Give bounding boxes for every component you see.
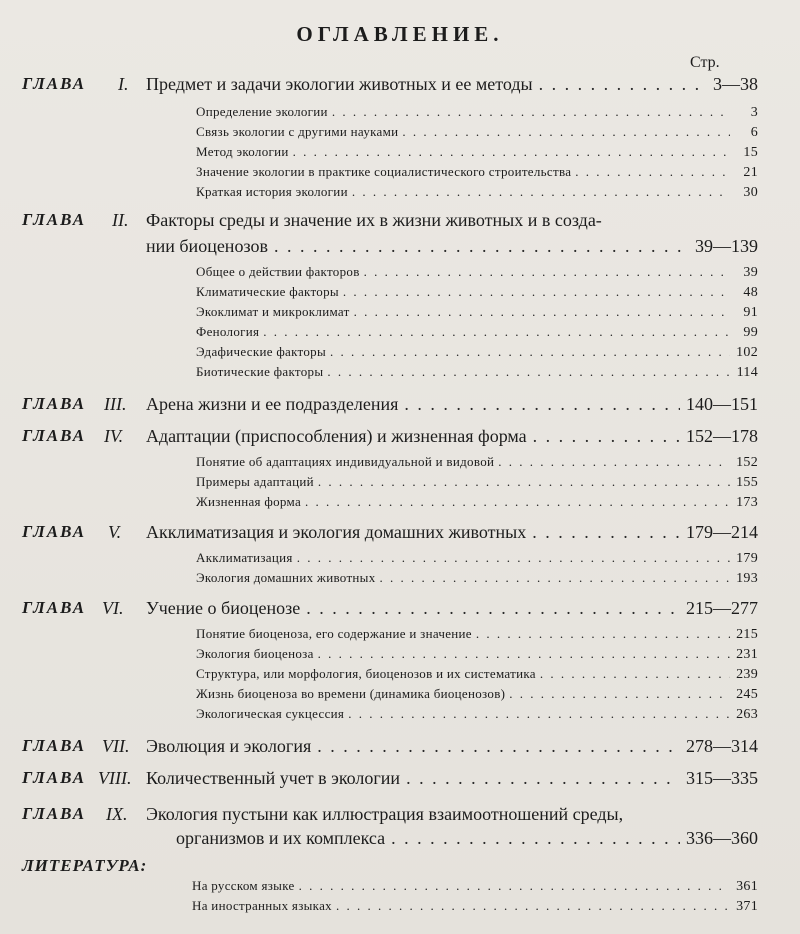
- chapter-title-line[interactable]: [146, 522, 758, 543]
- chapter-title-line[interactable]: [146, 598, 758, 619]
- leader-dots: [575, 164, 730, 180]
- literature-heading: ЛИТЕРАТУРА:: [22, 856, 148, 875]
- chapter-title-line[interactable]: [146, 736, 758, 757]
- leader-dots: [532, 522, 680, 543]
- chapter-pages: 39—139: [695, 236, 758, 256]
- chapter-number: VIII.: [98, 768, 132, 788]
- section-entry[interactable]: [196, 474, 758, 491]
- chapter-title-line[interactable]: [146, 74, 758, 95]
- chapter-title: Акклиматизация и экология домашних животных: [146, 522, 527, 542]
- chapter-title-line[interactable]: [146, 236, 758, 257]
- section-entry[interactable]: [196, 264, 758, 281]
- section-page: 39: [743, 265, 758, 280]
- page-column-header: Стр.: [690, 54, 720, 71]
- leader-dots: [406, 768, 680, 789]
- chapter-number: IX.: [106, 804, 128, 824]
- section-entry[interactable]: [196, 494, 758, 511]
- chapter-label: ГЛАВА: [22, 804, 87, 823]
- section-title: Жизнь биоценоза во времени (динамика биоценозов): [196, 686, 506, 701]
- leader-dots: [305, 494, 730, 510]
- leader-dots: [306, 598, 680, 619]
- chapter-label: ГЛАВА: [22, 768, 87, 787]
- leader-dots: [476, 626, 730, 642]
- chapter-pages: 215—277: [686, 598, 758, 618]
- chapter-title: Адаптации (приспособления) и жизненная форма: [146, 426, 527, 446]
- chapter-pages: 3—38: [713, 74, 758, 94]
- leader-dots: [352, 184, 730, 200]
- section-title: Краткая история экологии: [196, 184, 348, 199]
- section-title: Экология домашних животных: [196, 570, 376, 585]
- literature-entry[interactable]: [192, 878, 758, 895]
- leader-dots: [332, 104, 730, 120]
- section-page: 173: [736, 495, 758, 510]
- chapter-pages: 179—214: [686, 522, 758, 542]
- section-entry[interactable]: [196, 344, 758, 361]
- section-entry[interactable]: [196, 364, 758, 381]
- chapter-title: Предмет и задачи экологии животных и ее методы: [146, 74, 533, 94]
- section-title: Понятие об адаптациях индивидуальной и видовой: [196, 454, 495, 469]
- section-title: Акклиматизация: [196, 550, 293, 565]
- section-entry[interactable]: [196, 686, 758, 703]
- literature-title: На иностранных языках: [192, 898, 332, 913]
- literature-title: На русском языке: [192, 878, 295, 893]
- chapter-title: организмов и их комплекса: [176, 828, 386, 848]
- chapter-number: V.: [108, 522, 122, 542]
- leader-dots: [540, 666, 730, 682]
- section-title: Эдафические факторы: [196, 344, 326, 359]
- section-page: 263: [736, 707, 758, 722]
- leader-dots: [364, 264, 730, 280]
- section-title: Общее о действии факторов: [196, 264, 360, 279]
- section-title: Определение экологии: [196, 104, 328, 119]
- section-title: Понятие биоценоза, его содержание и значение: [196, 626, 472, 641]
- leader-dots: [402, 124, 730, 140]
- section-entry[interactable]: [196, 646, 758, 663]
- section-title: Биотические факторы: [196, 364, 324, 379]
- section-page: 15: [743, 145, 758, 160]
- leader-dots: [533, 426, 680, 447]
- section-page: 179: [736, 551, 758, 566]
- section-title: Экоклимат и микроклимат: [196, 304, 350, 319]
- section-page: 3: [750, 105, 758, 120]
- chapter-label: ГЛАВА: [22, 210, 87, 229]
- leader-dots: [498, 454, 730, 470]
- section-entry[interactable]: [196, 124, 758, 141]
- literature-entry[interactable]: [192, 898, 758, 915]
- chapter-label: ГЛАВА: [22, 522, 87, 541]
- leader-dots: [318, 646, 730, 662]
- leader-dots: [293, 144, 730, 160]
- section-page: 21: [743, 165, 758, 180]
- section-entry[interactable]: [196, 550, 758, 567]
- leader-dots: [404, 394, 680, 415]
- leader-dots: [330, 344, 730, 360]
- section-entry[interactable]: [196, 454, 758, 471]
- chapter-title-line[interactable]: [146, 426, 758, 447]
- section-entry[interactable]: [196, 626, 758, 643]
- section-page: 91: [743, 305, 758, 320]
- section-title: Структура, или морфология, биоценозов и их систематика: [196, 666, 536, 681]
- section-entry[interactable]: [196, 706, 758, 723]
- leader-dots: [380, 570, 730, 586]
- section-title: Жизненная форма: [196, 494, 302, 509]
- chapter-title: Эволюция и экология: [146, 736, 312, 756]
- section-page: 193: [736, 571, 758, 586]
- chapter-title: Учение о биоценозе: [146, 598, 301, 618]
- section-entry[interactable]: [196, 164, 758, 181]
- leader-dots: [336, 898, 730, 914]
- chapter-pages: 315—335: [686, 768, 758, 788]
- section-page: 152: [736, 455, 758, 470]
- leader-dots: [391, 828, 680, 849]
- chapter-number: II.: [112, 210, 129, 230]
- section-page: 215: [736, 627, 758, 642]
- section-entry[interactable]: [196, 324, 758, 341]
- literature-page: 361: [736, 879, 758, 894]
- chapter-label: ГЛАВА: [22, 736, 87, 755]
- chapter-title-line[interactable]: [146, 768, 758, 789]
- chapter-number: I.: [118, 74, 129, 94]
- section-entry[interactable]: [196, 104, 758, 121]
- chapter-pages: 278—314: [686, 736, 758, 756]
- chapter-pages: 152—178: [686, 426, 758, 446]
- leader-dots: [327, 364, 730, 380]
- section-page: 245: [736, 687, 758, 702]
- chapter-number: VII.: [102, 736, 130, 756]
- leader-dots: [317, 736, 680, 757]
- section-title: Фенология: [196, 324, 260, 339]
- leader-dots: [297, 550, 730, 566]
- section-page: 99: [743, 325, 758, 340]
- section-entry[interactable]: [196, 666, 758, 683]
- leader-dots: [539, 74, 707, 95]
- chapter-title: Количественный учет в экологии: [146, 768, 401, 788]
- section-title: Примеры адаптаций: [196, 474, 314, 489]
- section-title: Связь экологии с другими науками: [196, 124, 399, 139]
- section-title: Экология биоценоза: [196, 646, 314, 661]
- leader-dots: [354, 304, 730, 320]
- section-entry[interactable]: [196, 284, 758, 301]
- section-title: Экологическая сукцессия: [196, 706, 345, 721]
- section-title: Климатические факторы: [196, 284, 339, 299]
- chapter-number: VI.: [102, 598, 124, 618]
- section-page: 155: [736, 475, 758, 490]
- section-title: Метод экологии: [196, 144, 289, 159]
- leader-dots: [299, 878, 730, 894]
- section-page: 30: [743, 185, 758, 200]
- section-entry[interactable]: [196, 144, 758, 161]
- section-entry[interactable]: [196, 184, 758, 201]
- section-page: 239: [736, 667, 758, 682]
- chapter-pages: 336—360: [686, 828, 758, 848]
- chapter-title-line-1[interactable]: Экология пустыни как иллюстрация взаимоотношений среды,: [146, 804, 624, 824]
- literature-page: 371: [736, 899, 758, 914]
- chapter-label: ГЛАВА: [22, 598, 87, 617]
- chapter-title-line[interactable]: [146, 394, 758, 415]
- leader-dots: [348, 706, 730, 722]
- section-entry[interactable]: [196, 304, 758, 321]
- section-page: 6: [750, 125, 758, 140]
- page-title: ОГЛАВЛЕНИЕ.: [296, 22, 504, 46]
- section-title: Значение экологии в практике социалистического строительства: [196, 164, 572, 179]
- leader-dots: [343, 284, 730, 300]
- chapter-label: ГЛАВА: [22, 74, 87, 93]
- leader-dots: [318, 474, 730, 490]
- section-page: 231: [736, 647, 758, 662]
- chapter-number: IV.: [104, 426, 124, 446]
- section-entry[interactable]: [196, 570, 758, 587]
- chapter-title: Арена жизни и ее подразделения: [146, 394, 399, 414]
- chapter-title-line-1[interactable]: Факторы среды и значение их в жизни животных и в созда-: [146, 210, 602, 230]
- section-page: 102: [736, 345, 758, 360]
- leader-dots: [509, 686, 730, 702]
- chapter-title: нии биоценозов: [146, 236, 268, 256]
- chapter-title-line[interactable]: [176, 828, 758, 849]
- chapter-label: ГЛАВА: [22, 426, 87, 445]
- chapter-label: ГЛАВА: [22, 394, 87, 413]
- chapter-pages: 140—151: [686, 394, 758, 414]
- chapter-number: III.: [104, 394, 127, 414]
- section-page: 114: [736, 365, 758, 380]
- section-page: 48: [743, 285, 758, 300]
- leader-dots: [263, 324, 730, 340]
- leader-dots: [274, 236, 689, 257]
